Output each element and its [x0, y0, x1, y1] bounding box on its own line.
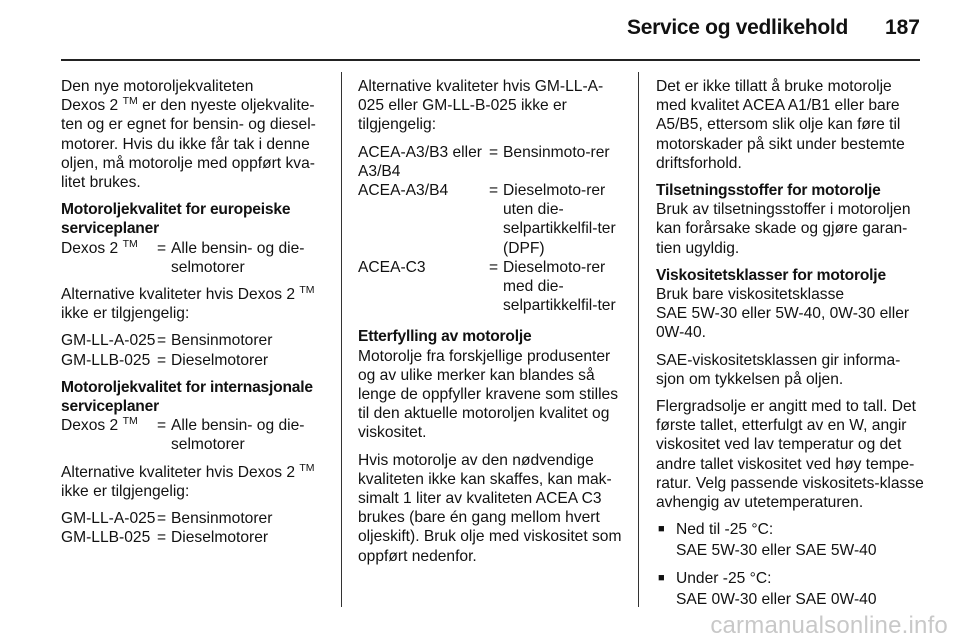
paragraph: Hvis motorolje av den nødvendige kvaliteten ikke kan skaffes, kan mak-simalt 1 liter av kvaliteten ACEA C3 brukes (bare én gang mellom hvert oljeskift). Bruk olje med viskositet som oppført nedenfor. — [358, 451, 622, 565]
paragraph: Alternative kvaliteter hvis GM-LL-A-025 eller GM-LL-B-025 ikke er tilgjengelig: — [358, 78, 604, 134]
spec-eq: = — [157, 417, 167, 435]
spec-value: Bensinmoto-rer — [503, 143, 610, 161]
paragraph: Alternative kvaliteter hvis Dexos 2 ™ ikke er tilgjengelig: — [61, 284, 315, 323]
list-item — [656, 569, 924, 588]
paragraph: Bruk av tilsetningsstoffer i motoroljen kan forårsake skade og gjøre garan-tien ugyldig. — [656, 201, 911, 257]
spec-eq: = — [489, 258, 499, 276]
spec-table — [61, 239, 329, 277]
spec-value: Dieselmoto-rer uten die-selpartikkelfil-ter (DPF) — [503, 182, 616, 257]
spec-eq: = — [157, 510, 167, 528]
spec-key: ACEA-A3/B3 eller A3/B4 — [358, 143, 482, 180]
spec-key: GM-LL-A-025 — [61, 510, 156, 528]
spec-table — [61, 416, 329, 454]
spec-key: Dexos 2 ™ — [61, 415, 138, 435]
paragraph — [61, 77, 329, 192]
spec-value: Dieselmotorer — [171, 529, 269, 547]
spec-table — [358, 143, 626, 316]
column-divider — [638, 72, 639, 607]
paragraph: SAE 5W-30 eller 5W-40, 0W-30 eller 0W-40. — [656, 305, 910, 342]
text: er den nyeste oljekvalite-ten og er egnet for bensin- og diesel-motorer. Hvis du ikke får tak i denne oljen, må motorolje med oppført kva-litet brukes. — [61, 97, 316, 192]
text: Dexos 2 — [61, 97, 119, 115]
text: Ned til -25 °C: — [676, 521, 774, 539]
watermark: carmanualsonline.info — [710, 612, 948, 639]
text: Bruk bare viskositetsklasse — [656, 286, 845, 304]
column-middle — [358, 77, 626, 574]
spec-key: GM-LLB-025 — [61, 529, 151, 547]
paragraph: SAE-viskositetsklassen gir informa-sjon om tykkelsen på oljen. — [656, 351, 901, 388]
spec-eq: = — [157, 332, 167, 350]
spec-eq: = — [489, 143, 499, 161]
page-header — [0, 0, 960, 46]
header-rule — [61, 59, 920, 61]
spec-key: GM-LL-A-025 — [61, 332, 156, 350]
spec-value: Bensinmotorer — [171, 510, 273, 528]
spec-key: Dexos 2 ™ — [61, 237, 138, 257]
spec-value: Alle bensin- og die-selmotorer — [171, 417, 305, 454]
heading: Viskositetsklasser for motorolje — [656, 266, 886, 284]
spec-value: Bensinmotorer — [171, 332, 273, 350]
text: Den nye motoroljekvaliteten — [61, 78, 254, 95]
list-item-detail: SAE 0W-30 eller SAE 0W-40 — [676, 590, 877, 608]
paragraph: Det er ikke tillatt å bruke motorolje med kvalitet ACEA A1/B1 eller bare A5/B5, ettersom slik olje kan føre til motorskader på sikt under bestemte driftsforhold. — [656, 78, 905, 172]
column-right — [656, 77, 924, 617]
spec-value: Alle bensin- og die-selmotorer — [171, 239, 305, 276]
spec-eq: = — [157, 351, 167, 369]
spec-eq: = — [157, 239, 167, 257]
spec-key: ACEA-C3 — [358, 258, 426, 276]
list-item-detail: SAE 5W-30 eller SAE 5W-40 — [676, 542, 877, 560]
heading: Motoroljekvalitet for europeiske serviceplaner — [61, 201, 291, 238]
paragraph: Alternative kvaliteter hvis Dexos 2 ™ ikke er tilgjengelig: — [61, 461, 315, 500]
list-item — [656, 520, 924, 539]
spec-table — [61, 331, 329, 369]
spec-table — [61, 509, 329, 547]
text: Under -25 °C: — [676, 569, 772, 587]
heading: Motoroljekvalitet for internasjonale serviceplaner — [61, 378, 313, 416]
heading: Etterfylling av motorolje — [358, 328, 532, 346]
heading: Tilsetningsstoffer for motorolje — [656, 182, 881, 200]
column-divider — [341, 72, 342, 607]
trademark: TM — [122, 95, 138, 108]
spec-eq: = — [489, 182, 499, 200]
section-title: Service og vedlikehold — [627, 16, 848, 39]
spec-value: Dieselmoto-rer med die-selpartikkelfil-ter — [503, 258, 616, 315]
spec-key: GM-LLB-025 — [61, 351, 151, 369]
bullet-square-icon: ■ — [658, 571, 665, 584]
page-number: 187 — [884, 16, 920, 39]
spec-key: ACEA-A3/B4 — [358, 182, 449, 200]
spec-value: Dieselmotorer — [171, 351, 269, 369]
column-left — [61, 77, 329, 555]
bullet-square-icon: ■ — [658, 523, 665, 536]
paragraph: Flergradsolje er angitt med to tall. Det første tallet, etterfulgt av en W, angir viskositet ved lav temperatur og det andre tallet viskositet ved høy tempe-ratur. Velg passende viskositets-klasse avhengig av utetemperaturen. — [656, 398, 924, 512]
spec-eq: = — [157, 529, 167, 547]
paragraph: Motorolje fra forskjellige produsenter og av ulike merker kan blandes så lenge de oppfyller kravene som stilles til den aktuelle motoroljen kvalitet og viskositet. — [358, 347, 619, 442]
